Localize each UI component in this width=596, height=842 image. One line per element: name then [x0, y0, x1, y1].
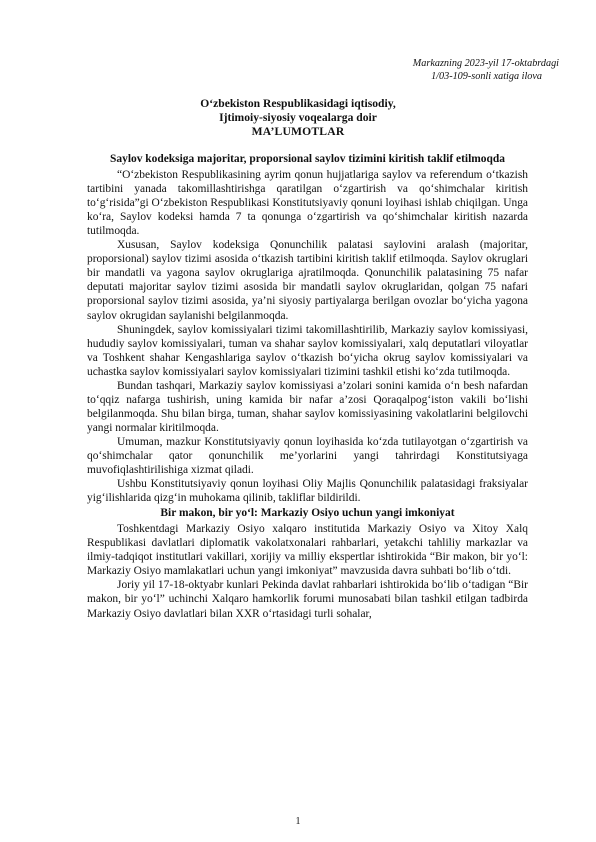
document-title-line-2: Ijtimoiy-siyosiy voqealarga doir [219, 111, 377, 124]
paragraph: Ushbu Konstitutsiyaviy qonun loyihasi Oliy Majlis Qonunchilik palatasidagi fraksiyalar yig‘ilishlarida qizg‘in muhokama qilinib, takliflar bildirildi. [87, 478, 528, 505]
attachment-note-line-1: Markazning 2023-yil 17-oktabrdagi [412, 58, 559, 69]
document-title [0, 97, 596, 139]
attachment-note-line-2: 1/03-109-sonli xatiga ilova [431, 71, 542, 82]
section-title: Bir makon, bir yo‘l: Markaziy Osiyo uchun yangi imkoniyat [160, 507, 455, 520]
document-type: MA’LUMOTLAR [251, 125, 345, 138]
paragraph: “O‘zbekiston Respublikasining ayrim qonun hujjatlariga saylov va referendum o‘tkazish tartibini yanada takomillashtirishga qaratilgan o‘zgartirish va qo‘shimchalar kiritish to‘g‘risida”gi O‘zbekiston Respublikasi Konstitutsiyaviy qonuni loyihasi ishlab chiqilgan. Unga ko‘ra, Saylov kodeksi hamda 7 ta qonunga o‘zgartirish va qo‘shimchalar kiritish nazarda tutilmoqda. [87, 169, 528, 238]
attachment-note [309, 57, 559, 83]
paragraph: Shuningdek, saylov komissiyalari tizimi takomillashtirilib, Markaziy saylov komissiyasi, hududiy saylov komissiyalari, tuman va shahar saylov komissiyalari, xalq deputatlari viloyatlar va Toshkent shahar Kengashlariga saylov o‘tkazish bo‘yicha okrug saylov komissiyalari va uchastka saylov komissiyalari saylov komissiyalari tizimini tashkil etishi ko‘zda tutilmoqda. [87, 323, 528, 378]
paragraph: Umuman, mazkur Konstitutsiyaviy qonun loyihasida ko‘zda tutilayotgan o‘zgartirish va qo‘shimchalar qator qonunchilik me’yorlarini yangi tahrirdagi Konstitutsiyaga muvofiqlashtirilishiga xizmat qiladi. [87, 435, 528, 477]
paragraph: Joriy yil 17-18-oktyabr kunlari Pekinda davlat rahbarlari ishtirokida bo‘lib o‘tadigan “Bir makon, bir yo‘l” uchinchi Xalqaro hamkorlik forumi munosabati bilan tashkil etilgan tadbirda Markaziy Osiyo davlatlari bilan XXR o‘rtasidagi turli sohalar, [87, 579, 528, 620]
document-body [87, 152, 528, 621]
section-title: Saylov kodeksiga majoritar, proporsional saylov tizimini kiritish taklif etilmoqda [110, 153, 505, 165]
paragraph: Xususan, Saylov kodeksiga Qonunchilik palatasi saylovini aralash (majoritar, proporsional) saylov tizimi asosida o‘tkazish tartibini kiritish taklif etilmoqda. Saylov okruglari bir mandatli va yagona saylov okruglariga ajratilmoqda. Qonunchilik palatasining 75 nafar deputati majoritar saylov tizimi asosida bir mandatli saylov okruglaridan, qolgan 75 nafari proporsional saylov tizimi asosida, ya’ni siyosiy partiyalarga berilgan ovozlar bo‘yicha yagona saylov okrugidan saylanishi belgilanmoqda. [87, 239, 528, 322]
page-number: 1 [295, 816, 301, 827]
paragraph: Bundan tashqari, Markaziy saylov komissiyasi a’zolari sonini kamida o‘n besh nafardan to‘qqiz nafarga tushirish, uning kamida bir nafar a’zosi Qoraqalpog‘iston vakili bo‘lishi belgilanmoqda. Shu bilan birga, tuman, shahar saylov komissiyasining vakolatlarini belgilovchi yangi normalar kiritilmoqda. [87, 379, 528, 434]
document-title-line-1: O‘zbekiston Respublikasidagi iqtisodiy, [200, 97, 396, 110]
paragraph: Toshkentdagi Markaziy Osiyo xalqaro institutida Markaziy Osiyo va Xitoy Xalq Respublikasi davlatlari diplomatik vakolatxonalari rahbarlari, yetakchi tahliliy markazlar va ilmiy-tadqiqot institutlari vakillari, xorijiy va milliy ekspertlar ishtirokida “Bir makon, bir yo‘l: Markaziy Osiyo mamlakatlari uchun yangi imkoniyat” mavzusida davra suhbati bo‘lib o‘tdi. [87, 523, 528, 578]
